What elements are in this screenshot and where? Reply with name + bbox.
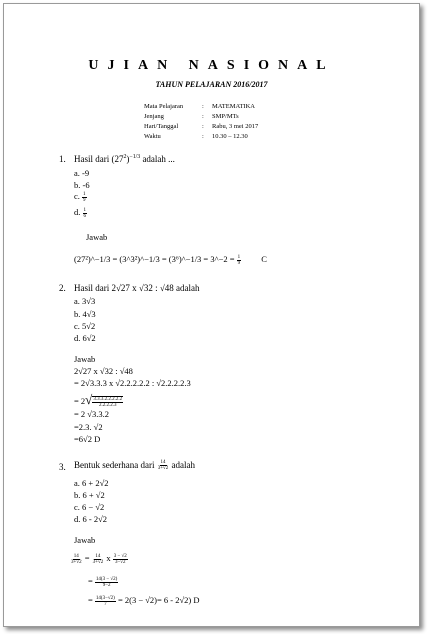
q2-option-c: c. 5√2 xyxy=(74,321,96,331)
q1-answer-expression: (27²)^−1/3 = (3^3²)^−1/3 = (3⁶)^−1/3 = 3^−2 = xyxy=(74,254,235,264)
info-key: Mata Pelajaran xyxy=(144,103,184,110)
q1-answer-key: C xyxy=(261,254,267,264)
fraction-denominator: 3+√2 xyxy=(92,559,104,565)
document-page xyxy=(3,3,420,627)
q1-option-c-label: c. xyxy=(74,191,80,201)
page-title: UJIAN NASIONAL xyxy=(88,58,335,73)
q2-step-fraction: = 2√ $\frac{3.3.3.2.2.2.2.2}{2.2.2.2.3}$ xyxy=(74,392,123,409)
q2-option-d: d. 6√2 xyxy=(74,333,96,343)
q2-step: =2.3. √2 xyxy=(74,422,103,432)
q2-step: = 2√3.3.3 x √2.2.2.2.2 : √2.2.2.2.3 xyxy=(74,378,191,388)
q3-line1-fraction xyxy=(70,554,83,565)
q1-sup-a: 2 xyxy=(123,154,127,160)
q2-option-b: b. 4√3 xyxy=(74,309,96,319)
q3-answer-label: Jawab xyxy=(74,535,96,545)
info-row xyxy=(144,102,255,112)
question-number: 3. xyxy=(59,462,66,472)
q3-option-b: b. 6 + √2 xyxy=(74,490,105,500)
info-row xyxy=(144,112,239,122)
info-value: MATEMATIKA xyxy=(212,103,255,110)
info-sep: : xyxy=(202,133,204,140)
info-key: Waktu xyxy=(144,133,161,140)
q3-line1-fraction xyxy=(113,554,128,565)
fraction-denominator: 9−2 xyxy=(102,582,111,588)
page-subtitle: TAHUN PELAJARAN 2016/2017 xyxy=(155,80,268,89)
q2-step: 2√27 x √32 : √48 xyxy=(74,366,133,376)
fraction-numerator: 14 xyxy=(95,553,101,559)
q3-line1-op: = xyxy=(84,553,90,563)
q3-answer-line-1 xyxy=(70,553,128,565)
fraction-numerator: 3 − √2 xyxy=(113,553,127,559)
question-number: 1. xyxy=(59,154,66,164)
fraction-denominator: 7 xyxy=(104,601,107,607)
q2-answer-label: Jawab xyxy=(74,354,96,364)
info-sep: : xyxy=(202,103,204,110)
fraction-numerator: 3.3.3.2.2.2.2.2 xyxy=(93,397,123,403)
fraction-denominator: 3+√2 xyxy=(157,466,169,472)
question-1-text xyxy=(74,154,175,164)
fraction-denominator: 9 xyxy=(237,260,241,266)
q3-option-c: c. 6 − √2 xyxy=(74,502,105,512)
q3-line2-fraction xyxy=(95,577,118,588)
q3-text-b: adalah xyxy=(171,460,196,470)
question-2-text: Hasil dari 2√27 x √32 : √48 adalah xyxy=(74,283,200,293)
q1-text-c: adalah ... xyxy=(140,154,175,164)
fraction-numerator: 1 xyxy=(83,207,86,213)
fraction-denominator: 9 xyxy=(83,197,86,203)
q3-line1-op: x xyxy=(106,553,111,563)
question-number: 2. xyxy=(59,283,66,293)
q2-step: =6√2 D xyxy=(74,434,101,444)
q2-step: = 2 √3.3.2 xyxy=(74,409,109,419)
q2-radical-fraction xyxy=(92,396,123,408)
info-row xyxy=(144,132,248,142)
fraction-denominator: 3−√2 xyxy=(114,559,126,565)
fraction-numerator: 14 xyxy=(160,460,166,466)
q1-answer-fraction xyxy=(237,255,242,266)
fraction-numerator: 1 xyxy=(237,254,241,260)
q1-option-d xyxy=(74,207,87,219)
info-key: Jenjang xyxy=(144,113,164,120)
q1-answer-label: Jawab xyxy=(86,232,108,242)
fraction-numerator: 14(3−√2) xyxy=(95,595,115,601)
info-sep: : xyxy=(202,123,204,130)
q2-step-prefix: = 2 xyxy=(74,396,86,406)
fraction-denominator: 2.2.2.2.3 xyxy=(98,403,117,409)
info-value: Rabu, 3 mei 2017 xyxy=(212,123,259,130)
fraction-denominator: 6 xyxy=(83,213,86,219)
q3-answer-line-3: = $\frac{14(3-√2)}{7}$ = 2(3 − √2)= 6 - 2√2) D xyxy=(88,595,200,607)
q3-option-d: d. 6 - 2√2 xyxy=(74,514,107,524)
q1-sup-b: −1/3 xyxy=(129,154,141,160)
q3-text-a: Bentuk sederhana dari xyxy=(74,460,155,470)
q1-option-d-label: d. xyxy=(74,207,81,217)
q3-answer-line-2: = $\frac{14(3 - √2)}{9-2}$ xyxy=(88,576,118,588)
q3-line3-fraction xyxy=(95,596,116,607)
q3-line3-result: = 2(3 − √2)= 6 - 2√2) D xyxy=(117,595,200,605)
q1-option-a: a. -9 xyxy=(74,168,90,178)
q1-option-d-fraction xyxy=(83,208,88,219)
q1-option-b: b. -6 xyxy=(74,180,90,190)
q1-text-b: ) xyxy=(126,154,130,164)
q2-option-a: a. 3√3 xyxy=(74,296,96,306)
q3-question-fraction xyxy=(157,460,170,471)
info-key: Hari/Tanggal xyxy=(144,123,179,130)
question-3-text xyxy=(74,460,195,471)
q3-option-a: a. 6 + 2√2 xyxy=(74,478,109,488)
fraction-numerator: 14(3 − √2) xyxy=(95,576,118,582)
info-value: 10.30 – 12.30 xyxy=(212,133,248,140)
q1-text-a: Hasil dari (27 xyxy=(74,154,124,164)
q1-option-c xyxy=(74,191,87,203)
fraction-denominator: 3+√2 xyxy=(71,559,82,565)
info-sep: : xyxy=(202,113,204,120)
q3-line1-fraction xyxy=(92,554,105,565)
fraction-numerator: 1 xyxy=(83,191,86,197)
info-row xyxy=(144,122,258,132)
q1-option-c-fraction xyxy=(82,192,87,203)
fraction-numerator: 14 xyxy=(73,553,79,559)
q1-answer-line xyxy=(74,254,267,266)
info-value: SMP/MTs xyxy=(212,113,239,120)
